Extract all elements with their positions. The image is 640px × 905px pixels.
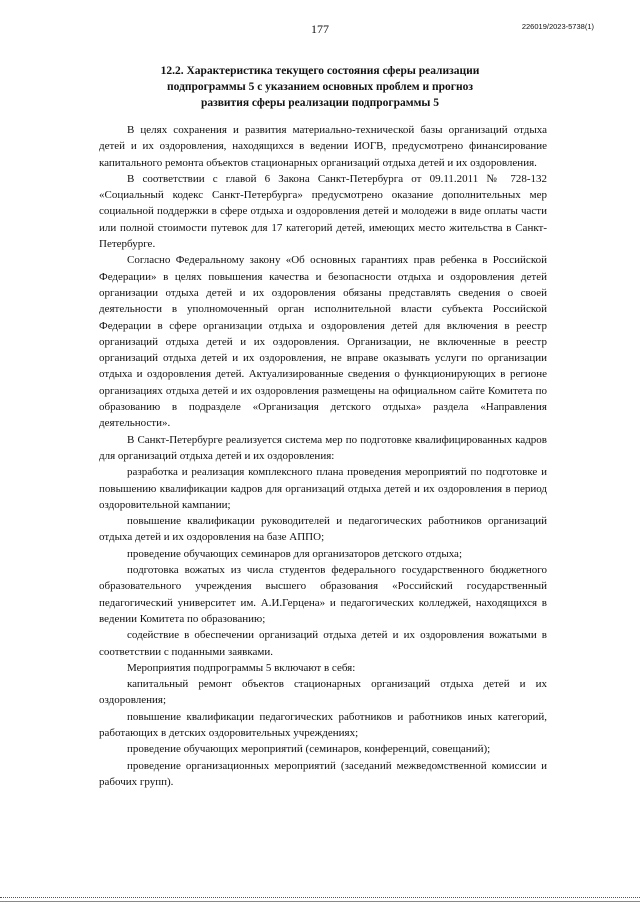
- list-item: капитальный ремонт объектов стационарных организаций отдыха детей и их оздоровления;: [99, 678, 547, 707]
- list-item: содействие в обеспечении организаций отдыха детей и их оздоровления вожатыми в соответствии с поданными заявками.: [99, 629, 547, 658]
- list-item: повышение квалификации руководителей и педагогических работников организаций отдыха детей и их оздоровления на базе АППО;: [99, 515, 547, 544]
- body-paragraph: Согласно Федеральному закону «Об основных гарантиях прав ребенка в Российской Федерации» в целях повышения качества и безопасности отдыха и оздоровления детей организации отдыха детей и их оздоровления обязаны представлять сведения о своей деятельности в уполномоченный орган исполнительной власти субъекта Российской Федерации в сфере организации отдыха и оздоровления детей для включения в реестр организаций отдыха детей и их оздоровления. Организации, не включенные в реестр организаций отдыха детей и их оздоровления, не вправе оказывать услуги по организации отдыха и оздоровления детей. Актуализированные сведения о функционирующих в регионе организациях отдыха детей и их оздоровления размещены на официальном сайте Комитета по образованию в подразделе «Организация детского отдыха» раздела «Направления деятельности».: [99, 254, 547, 430]
- list-item: разработка и реализация комплексного плана проведения мероприятий по подготовке и повышению квалификации кадров для организаций отдыха детей и их оздоровления в период оздоровительной кампании;: [99, 466, 547, 511]
- scan-edge-divider: [0, 897, 640, 902]
- page-number: 177: [311, 22, 329, 36]
- list-item: подготовка вожатых из числа студентов федерального государственного бюджетного образовательного учреждения высшего образования «Российский государственный педагогический университет им. А.И.Герцена» и педагогических колледжей, находящихся в ведении Комитета по образованию;: [99, 564, 547, 625]
- section-heading: [100, 63, 540, 111]
- body-paragraph: В соответствии с главой 6 Закона Санкт-Петербурга от 09.11.2011 № 728-132 «Социальный кодекс Санкт-Петербурга» предусмотрено оказание дополнительных мер социальной поддержки в сфере отдыха и оздоровления детей и молодежи в виде оплаты части или полной стоимости путевок для 17 категорий детей, имеющих место жительства в Санкт-Петербурге.: [99, 172, 547, 251]
- section-heading-line: развития сферы реализации подпрограммы 5: [200, 97, 440, 109]
- list-item: проведение организационных мероприятий (заседаний межведомственной комиссии и рабочих групп).: [99, 759, 547, 788]
- list-item: проведение обучающих семинаров для организаторов детского отдыха;: [127, 547, 463, 560]
- section-heading-line: подпрограммы 5 с указанием основных проблем и прогноз: [167, 81, 473, 93]
- body-paragraph: В целях сохранения и развития материально-технической базы организаций отдыха детей и их оздоровления, находящихся в ведении ИОГВ, предусмотрено финансирование капитального ремонта объектов стационарных организаций отдыха детей и их оздоровления.: [99, 124, 547, 169]
- document-body: [99, 122, 547, 790]
- document-registration-number: 226019/2023-5738(1): [521, 22, 594, 31]
- list-item: повышение квалификации педагогических работников и работников иных категорий, работающих в детских оздоровительных учреждениях;: [99, 710, 547, 739]
- section-heading-line: 12.2. Характеристика текущего состояния сферы реализации: [160, 65, 480, 77]
- body-paragraph: Мероприятия подпрограммы 5 включают в себя:: [127, 661, 356, 674]
- list-item: проведение обучающих мероприятий (семинаров, конференций, совещаний);: [127, 743, 491, 756]
- body-paragraph: В Санкт-Петербурге реализуется система мер по подготовке квалифицированных кадров для организаций отдыха детей и их оздоровления:: [99, 433, 547, 462]
